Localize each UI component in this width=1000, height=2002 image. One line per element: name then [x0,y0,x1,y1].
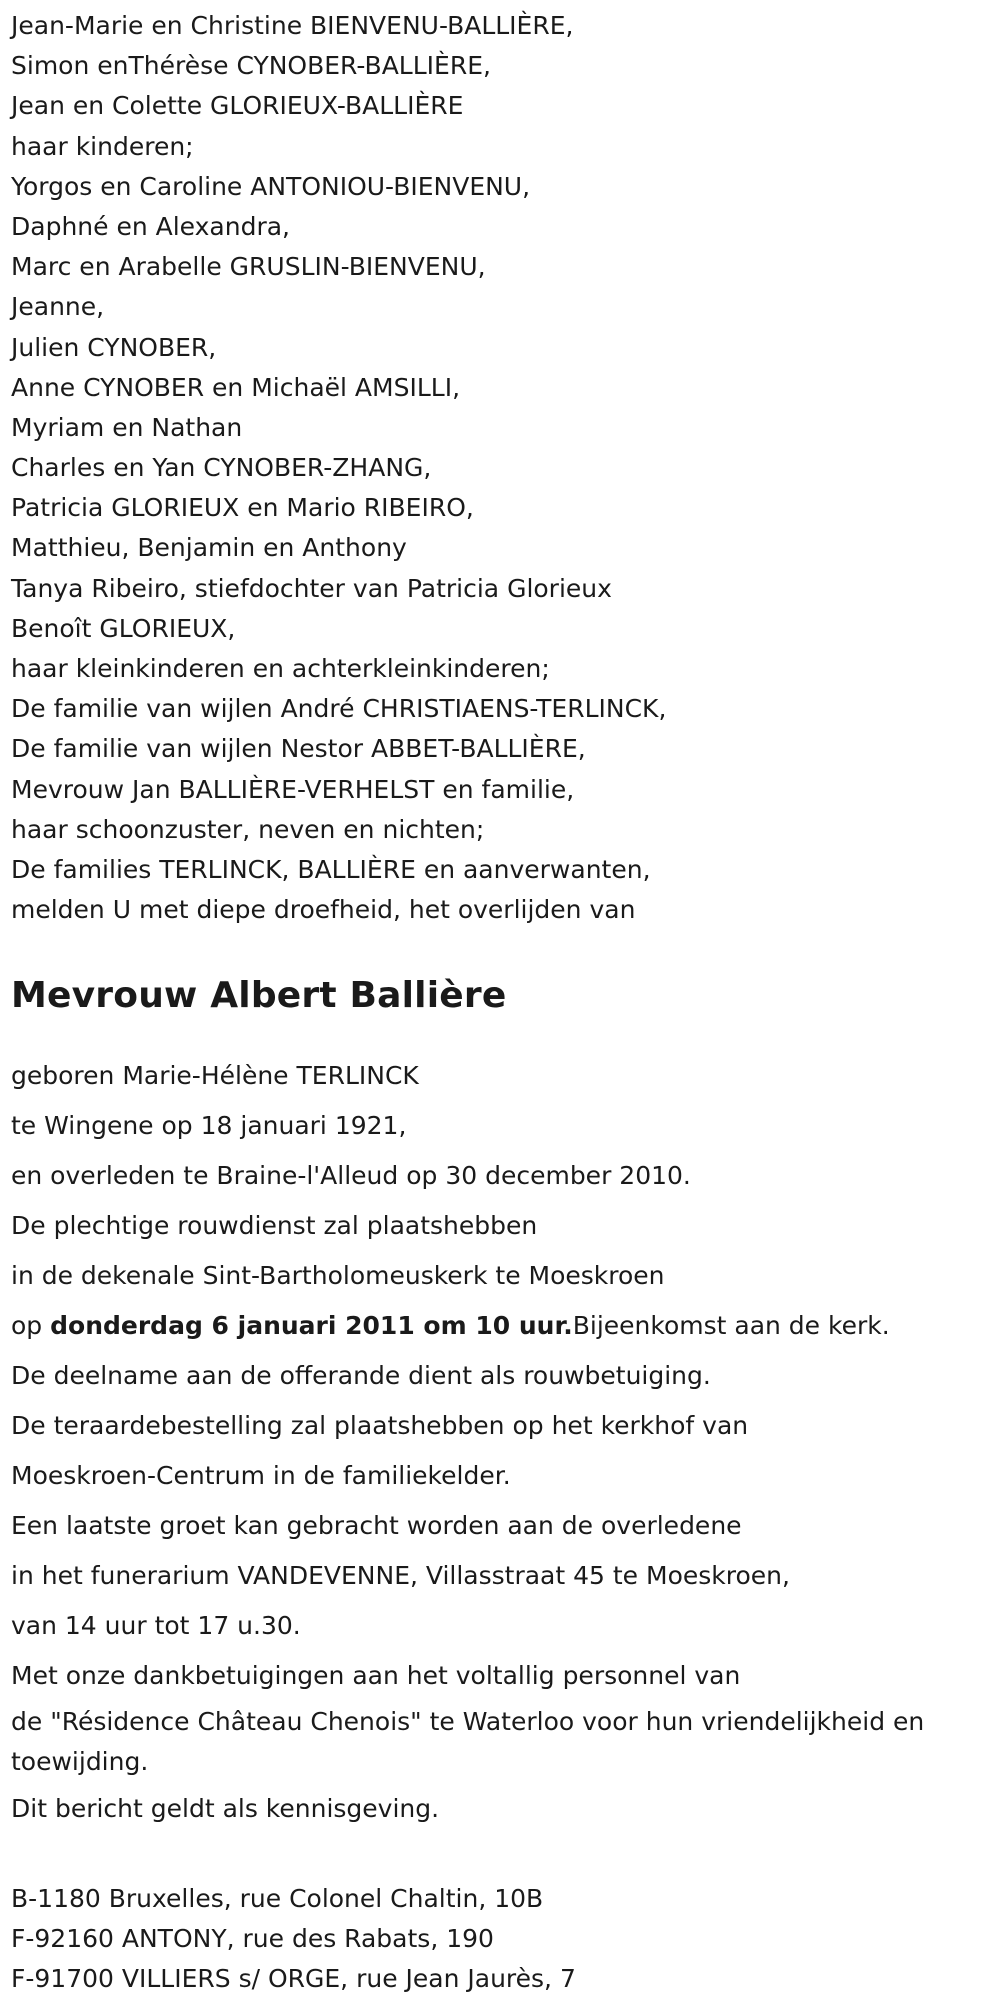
family-line: De familie van wijlen André CHRISTIAENS-TERLINCK, [11,694,667,724]
family-line: haar schoonzuster, neven en nichten; [11,814,485,844]
family-line: Marc en Arabelle GRUSLIN-BIENVENU, [11,252,486,282]
service-intro-line: De plechtige rouwdienst zal plaatshebben [11,1211,538,1241]
service-date: donderdag 6 januari 2011 om 10 uur. [50,1311,573,1341]
service-meeting: Bijeenkomst aan de kerk. [572,1311,890,1341]
family-line: Patricia GLORIEUX en Mario RIBEIRO, [11,493,474,523]
family-line: Jeanne, [11,292,105,322]
family-line: haar kleinkinderen en achterkleinkinderen; [11,654,550,683]
death-line: en overleden te Braine-l'Alleud op 30 december 2010. [11,1161,691,1191]
address-line: B-1180 Bruxelles, rue Colonel Chaltin, 10B [11,1884,544,1914]
address-list [11,1879,991,1999]
offering-line: De deelname aan de offerande dient als rouwbetuiging. [11,1361,711,1391]
family-line: Jean-Marie en Christine BIENVENU-BALLIÈRE, [11,11,574,40]
thanks-line: de "Résidence Château Chenois" te Waterloo voor hun vriendelijkheid en toewijding. [11,1707,925,1777]
family-line: De familie van wijlen Nestor ABBET-BALLIÈRE, [11,734,586,764]
born-as-line: geboren Marie-Hélène TERLINCK [11,1061,419,1091]
burial-line: Moeskroen-Centrum in de familiekelder. [11,1461,511,1491]
family-line: Mevrouw Jan BALLIÈRE-VERHELST en familie, [11,774,575,804]
family-line: Tanya Ribeiro, stiefdochter van Patricia Glorieux [11,573,612,603]
family-line: haar kinderen; [11,131,194,161]
service-date-line [11,1309,991,1342]
family-line: Matthieu, Benjamin en Anthony [11,533,407,563]
thanks-line: Met onze dankbetuigingen aan het voltallig personnel van [11,1661,741,1691]
burial-line: De teraardebestelling zal plaatshebben op het kerkhof van [11,1411,749,1441]
family-list [11,6,991,930]
family-line: Myriam en Nathan [11,412,243,442]
service-church-line: in de dekenale Sint-Bartholomeuskerk te Moeskroen [11,1261,665,1291]
deceased-name: Mevrouw Albert Ballière [11,975,507,1017]
family-line: Anne CYNOBER en Michaël AMSILLI, [11,372,461,402]
farewell-line: in het funerarium VANDEVENNE, Villasstraat 45 te Moeskroen, [11,1561,790,1591]
notice-line: Dit bericht geldt als kennisgeving. [11,1794,440,1824]
obituary-notice [11,6,991,1999]
farewell-line: van 14 uur tot 17 u.30. [11,1611,301,1641]
family-line: Yorgos en Caroline ANTONIOU-BIENVENU, [11,171,531,201]
address-line: F-92160 ANTONY, rue des Rabats, 190 [11,1924,494,1954]
obituary-details [11,1059,991,1825]
family-line: Charles en Yan CYNOBER-ZHANG, [11,453,432,483]
address-line: F-91700 VILLIERS s/ ORGE, rue Jean Jaurès, 7 [11,1964,576,1994]
family-line: Simon enThérèse CYNOBER-BALLIÈRE, [11,51,491,81]
service-date-prefix: op [11,1311,51,1341]
farewell-line: Een laatste groet kan gebracht worden aan de overledene [11,1511,742,1541]
family-line: Daphné en Alexandra, [11,211,290,241]
family-line: Benoît GLORIEUX, [11,613,236,643]
family-line: Julien CYNOBER, [11,332,217,362]
family-line: De families TERLINCK, BALLIÈRE en aanverwanten, [11,854,651,884]
family-line: Jean en Colette GLORIEUX-BALLIÈRE [11,91,464,121]
family-line: melden U met diepe droefheid, het overlijden van [11,895,636,925]
birth-line: te Wingene op 18 januari 1921, [11,1111,407,1141]
